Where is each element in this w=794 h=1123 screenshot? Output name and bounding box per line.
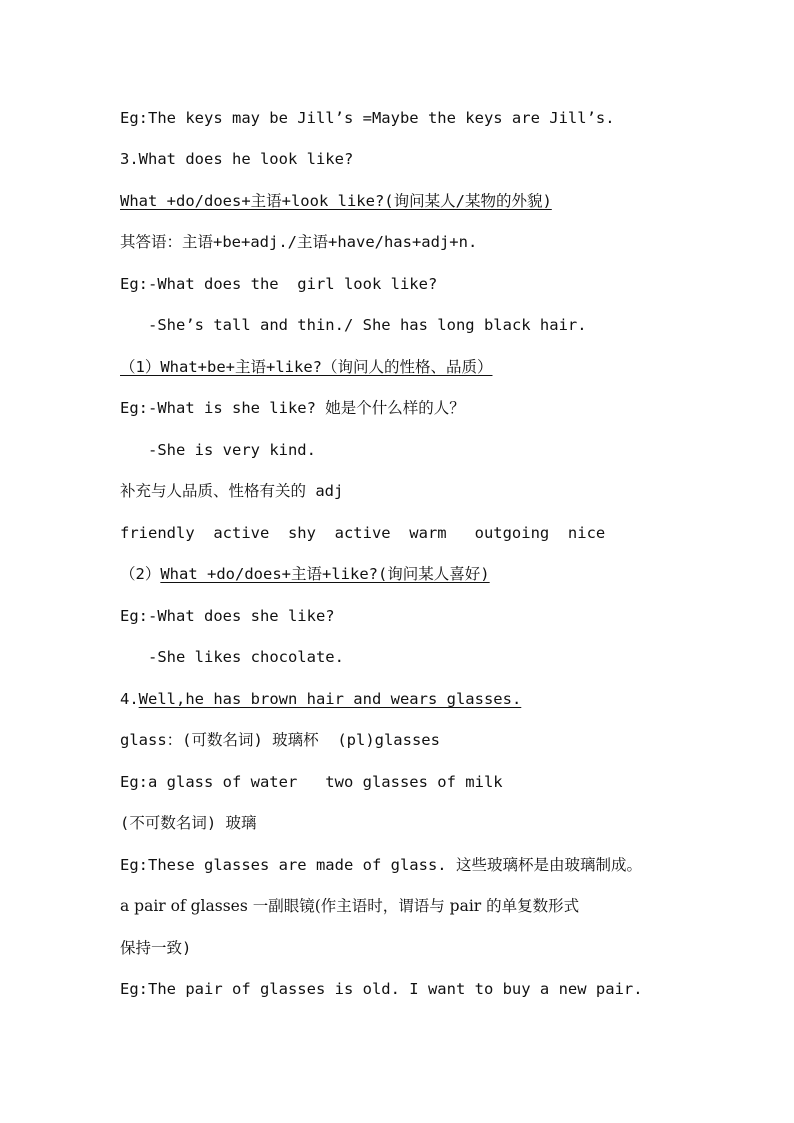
glass-countable-line: glass：(可数名词) 玻璃杯 (pl)glasses <box>120 731 440 749</box>
example-glasses-made: Eg:These glasses are made of glass. 这些玻璃杯是由玻璃制成。 <box>120 856 642 874</box>
pattern-2-prefix: （2） <box>120 565 161 583</box>
example-does-like-answer: -She likes chocolate. <box>148 648 344 666</box>
adjective-list: friendly active shy active warm outgoing nice <box>120 524 606 542</box>
glass-uncountable-line: (不可数名词) 玻璃 <box>120 814 257 832</box>
answer-pattern: 其答语：主语+be+adj./主语+have/has+adj+n. <box>120 233 478 251</box>
example-pair-old: Eg:The pair of glasses is old. I want to buy a new pair. <box>120 980 643 998</box>
example-girl-question: Eg:-What does the girl look like? <box>120 275 438 293</box>
example-she-like-answer: -She is very kind. <box>148 441 316 459</box>
section-4-heading <box>120 689 521 709</box>
pattern-2-heading <box>120 564 490 584</box>
pattern-1-heading: （1）What+be+主语+like?（询问人的性格、品质） <box>120 358 493 376</box>
section-4-prefix: 4. <box>120 690 139 708</box>
pattern-2-text: What +do/does+主语+like?(询问某人喜好) <box>160 565 490 583</box>
pair-of-glasses-continued: 保持一致) <box>120 939 192 957</box>
section-3-heading: 3.What does he look like? <box>120 150 354 168</box>
example-glass-water: Eg:a glass of water two glasses of milk <box>120 773 503 791</box>
example-keys-line: Eg:The keys may be Jill’s =Maybe the keys are Jill’s. <box>120 109 615 127</box>
example-girl-answer: -She’s tall and thin./ She has long black hair. <box>148 316 587 334</box>
supplement-adj-heading: 补充与人品质、性格有关的 adj <box>120 482 344 500</box>
section-4-text: Well,he has brown hair and wears glasses. <box>138 690 522 708</box>
example-she-like-question: Eg:-What is she like? 她是个什么样的人？ <box>120 399 465 417</box>
pair-of-glasses-line: a pair of glasses 一副眼镜(作主语时，谓语与 pair 的单复数形式 <box>120 897 580 915</box>
example-does-like-question: Eg:-What does she like? <box>120 607 335 625</box>
look-like-pattern: What +do/does+主语+look like?(询问某人/某物的外貌) <box>120 192 552 210</box>
